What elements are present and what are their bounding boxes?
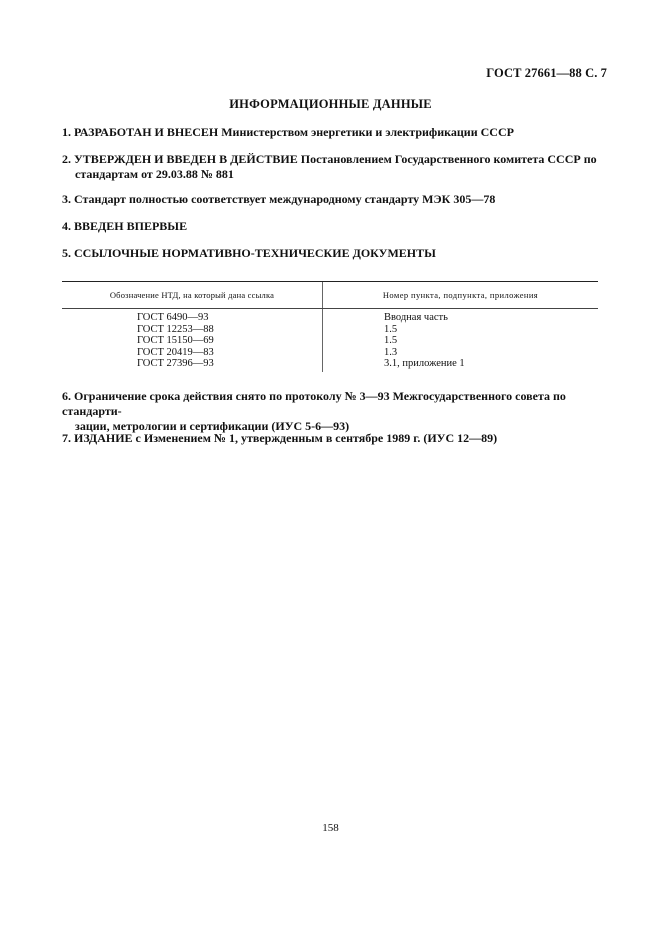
table-cell-clause: Вводная часть bbox=[384, 312, 448, 323]
table-cell-document: ГОСТ 27396—93 bbox=[137, 358, 214, 370]
table-cell-clause: 1.3 bbox=[384, 346, 398, 358]
column-documents bbox=[62, 309, 323, 372]
table-cell-clause: 1.5 bbox=[384, 323, 398, 335]
page-number: 158 bbox=[322, 822, 339, 834]
reference-table bbox=[62, 281, 598, 372]
item-1: 1. РАЗРАБОТАН И ВНЕСЕН Министерством энергетики и электрификации СССР bbox=[62, 125, 514, 139]
header-clause-number: Номер пункта, подпункта, приложения bbox=[382, 290, 539, 300]
column-clauses bbox=[323, 309, 598, 372]
item-2 bbox=[62, 152, 607, 182]
table-cell-clause: 1.5 bbox=[384, 335, 398, 347]
item-4: 4. ВВЕДЕН ВПЕРВЫЕ bbox=[62, 219, 188, 233]
item-6-line-2: зации, метрологии и сертификации (ИУС 5-6—93) bbox=[75, 419, 350, 433]
item-5: 5. ССЫЛОЧНЫЕ НОРМАТИВНО-ТЕХНИЧЕСКИЕ ДОКУМЕНТЫ bbox=[62, 246, 436, 260]
table-cell-document: ГОСТ 15150—69 bbox=[137, 335, 214, 347]
table-header bbox=[62, 282, 598, 309]
table-body bbox=[62, 309, 598, 372]
table-cell-clause: 3.1, приложение 1 bbox=[384, 358, 465, 370]
item-6 bbox=[62, 389, 607, 434]
table-cell-document: ГОСТ 6490—93 bbox=[137, 312, 209, 323]
header-document-designation: Обозначение НТД, на который дана ссылка bbox=[62, 282, 323, 308]
item-7: 7. ИЗДАНИЕ с Изменением № 1, утвержденным в сентябре 1989 г. (ИУС 12—89) bbox=[62, 431, 498, 445]
item-2-line-2: стандартам от 29.03.88 № 881 bbox=[75, 167, 234, 181]
item-6-line-1: 6. Ограничение срока действия снято по протоколу № 3—93 Межгосударственного совета по стандарти- bbox=[62, 389, 566, 418]
item-3: 3. Стандарт полностью соответствует международному стандарту МЭК 305—78 bbox=[62, 192, 496, 206]
item-2-line-1: 2. УТВЕРЖДЕН И ВВЕДЕН В ДЕЙСТВИЕ Постановлением Государственного комитета СССР по bbox=[62, 152, 597, 166]
table-cell-document: ГОСТ 12253—88 bbox=[137, 323, 214, 335]
table-cell-document: ГОСТ 20419—83 bbox=[137, 346, 214, 358]
section-title: ИНФОРМАЦИОННЫЕ ДАННЫЕ bbox=[229, 97, 432, 111]
standard-code-header: ГОСТ 27661—88 С. 7 bbox=[486, 66, 607, 80]
